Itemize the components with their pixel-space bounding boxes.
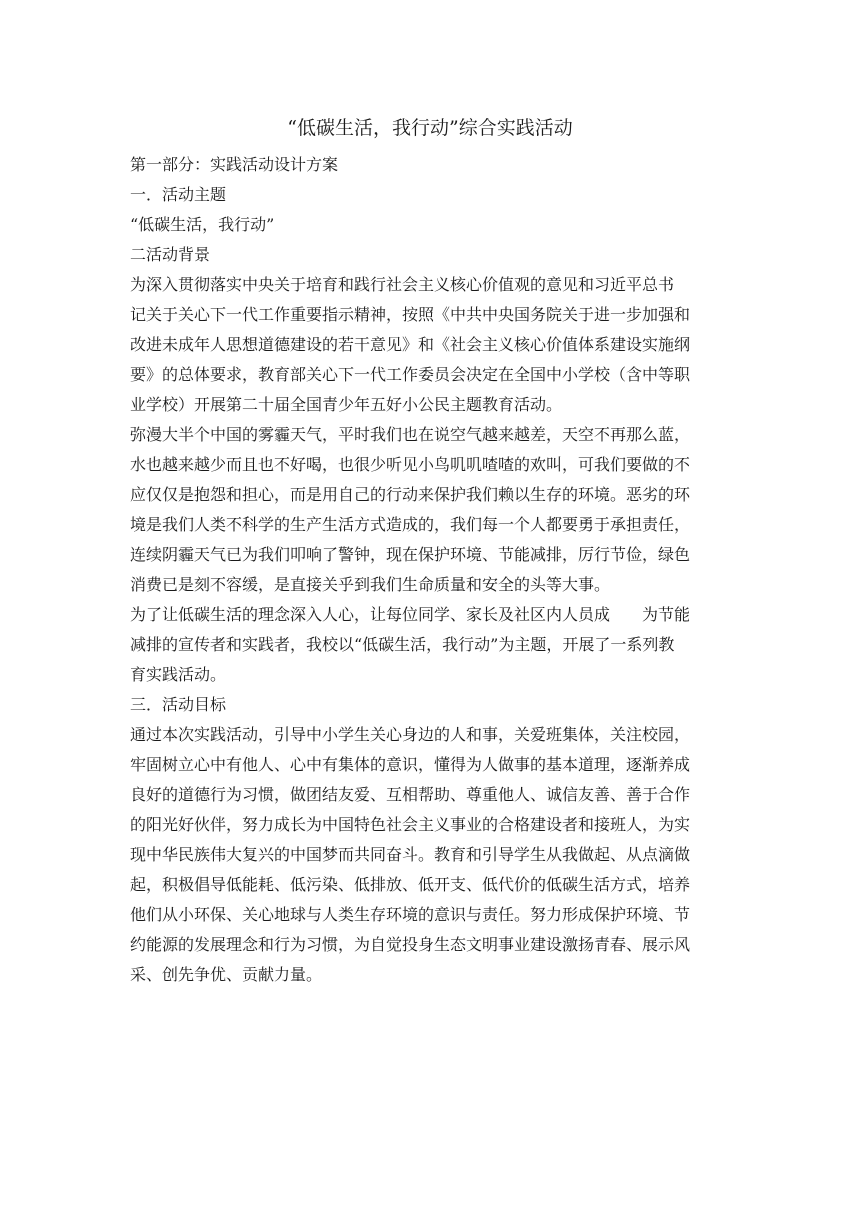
section-heading-background: 二活动背景 [130,245,211,264]
paragraph-line: 育实践活动。 [130,665,227,684]
paragraph-line: 境是我们人类不科学的生产生活方式造成的，我们每一个人都要勇于承担责任， [130,515,691,534]
section-heading-part-one: 第一部分：实践活动设计方案 [130,155,339,174]
paragraph-line: 为了让低碳生活的理念深入人心，让每位同学、家长及社区内人员成 为节能 [130,605,691,624]
paragraph-line: 他们从小环保、关心地球与人类生存环境的意识与责任。努力形成保护环境、节 [130,905,691,924]
paragraph-line: 现中华民族伟大复兴的中国梦而共同奋斗。教育和引导学生从我做起、从点滴做 [130,845,691,864]
paragraph-line: 应仅仅是抱怨和担心，而是用自己的行动来保护我们赖以生存的环境。恶劣的环 [130,485,691,504]
paragraph-line: 的阳光好伙伴，努力成长为中国特色社会主义事业的合格建设者和接班人，为实 [130,815,691,834]
section-heading-goals: 三．活动目标 [130,695,227,714]
paragraph-line: 起，积极倡导低能耗、低污染、低排放、低开支、低代价的低碳生活方式，培养 [130,875,691,894]
paragraph-line: 业学校）开展第二十届全国青少年五好小公民主题教育活动。 [130,395,563,414]
theme-text: “低碳生活，我行动” [130,215,275,234]
paragraph-line: 水也越来越少而且也不好喝，也很少听见小鸟叽叽喳喳的欢叫，可我们要做的不 [130,455,691,474]
paragraph-line: 通过本次实践活动，引导中小学生关心身边的人和事，关爱班集体，关注校园， [130,725,691,744]
paragraph-line: 采、创先争优、贡献力量。 [130,965,323,984]
paragraph-line: 为深入贯彻落实中央关于培育和践行社会主义核心价值观的意见和习近平总书 [130,275,675,294]
document-title: “低碳生活，我行动”综合实践活动 [287,117,573,139]
section-heading-theme: 一．活动主题 [130,185,227,204]
paragraph-line: 连续阴霾天气已为我们叩响了警钟，现在保护环境、节能减排，厉行节俭，绿色 [130,545,691,564]
paragraph-line: 良好的道德行为习惯，做团结友爱、互相帮助、尊重他人、诚信友善、善于合作 [130,785,691,804]
paragraph-line: 减排的宣传者和实践者，我校以“低碳生活，我行动”为主题，开展了一系列教 [130,635,675,654]
paragraph-line: 要》的总体要求，教育部关心下一代工作委员会决定在全国中小学校（含中等职 [130,365,691,384]
paragraph-line: 约能源的发展理念和行为习惯，为自觉投身生态文明事业建设激扬青春、展示风 [130,935,691,954]
paragraph-line: 记关于关心下一代工作重要指示精神，按照《中共中央国务院关于进一步加强和 [130,305,691,324]
paragraph-line: 消费已是刻不容缓，是直接关乎到我们生命质量和安全的头等大事。 [130,575,611,594]
paragraph-line: 牢固树立心中有他人、心中有集体的意识，懂得为人做事的基本道理，逐渐养成 [130,755,691,774]
paragraph-line: 弥漫大半个中国的雾霾天气，平时我们也在说空气越来越差，天空不再那么蓝， [130,425,691,444]
paragraph-line: 改进未成年人思想道德建设的若干意见》和《社会主义核心价值体系建设实施纲 [130,335,691,354]
document-body [130,150,736,990]
